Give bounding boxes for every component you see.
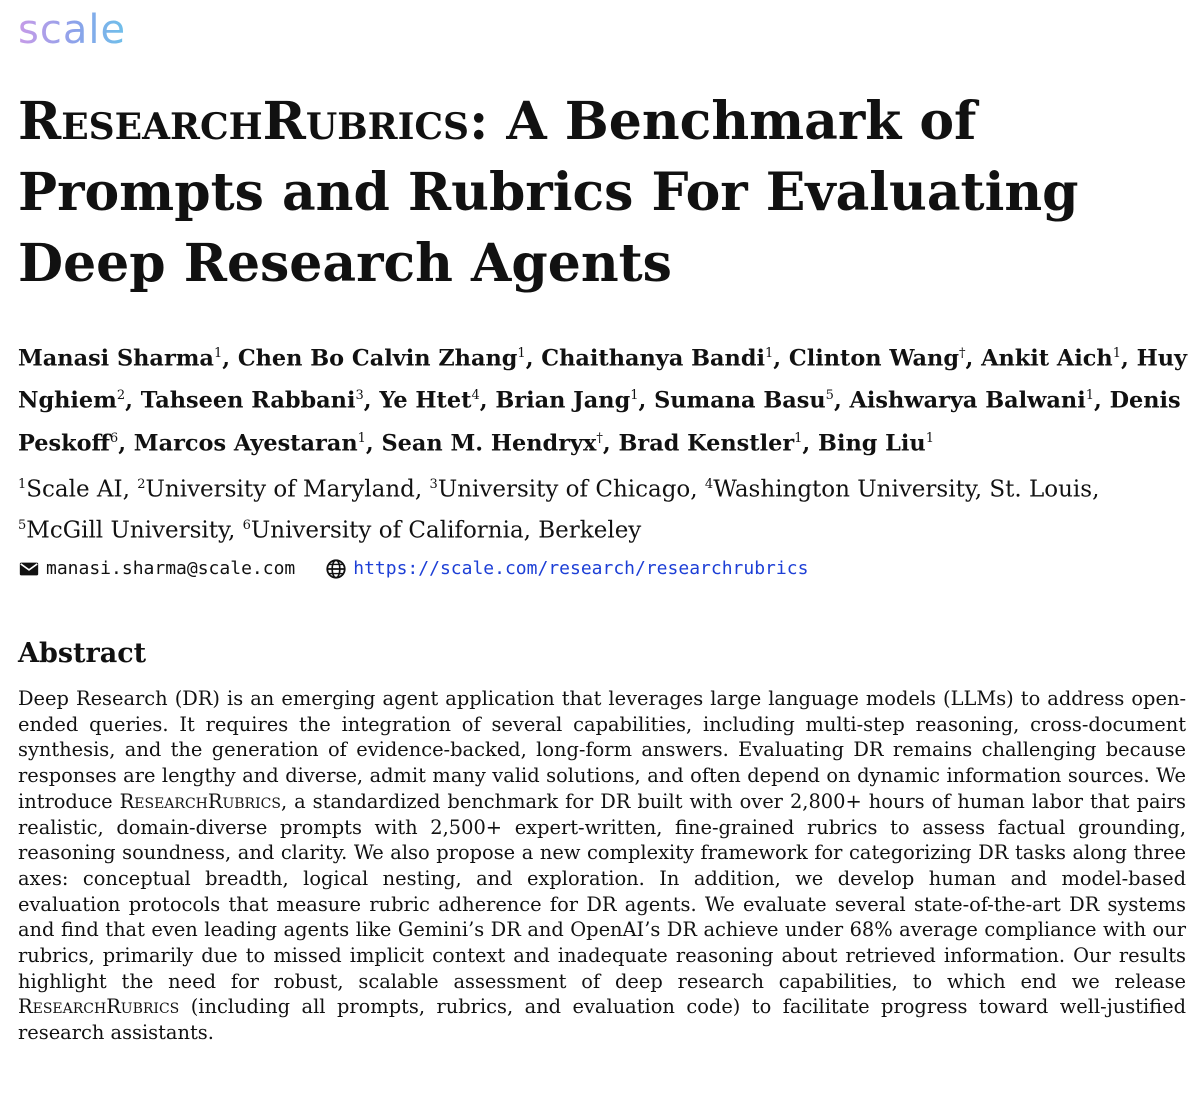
author-affiliation-mark: 6: [109, 430, 119, 446]
author-name: Clinton Wang: [788, 345, 959, 372]
author-name: Bing Liu: [818, 430, 926, 457]
author-list: Manasi Sharma$^1$, Chen Bo Calvin Zhang$^1$, Chaithanya Bandi$^1$, Clinton Wang†, Ankit Aich$^1$, Huy Nghiem$^2$, Tahseen Rabbani$^3$, Ye Htet$^4$, Brian Jang$^1$, Sumana Basu$^5$, Aishwarya Balwani$^1$, Denis Peskoff$^6$, Marcos Ayestaran$^1$, Sean M. Hendryx†, Brad Kenstler$^1$, Bing Liu$^1$: [18, 345, 1188, 457]
author-affiliation-mark: 1: [517, 346, 526, 361]
affiliation-list: $^1$Scale AI, $^2$University of Maryland, $^3$University of Chicago, $^4$Washington University, St. Louis, $^5$McGill University, $^6$University of California, Berkeley: [18, 476, 1100, 544]
author-affiliation-mark: 1: [1085, 388, 1094, 404]
author-affiliation-mark: 1: [925, 430, 934, 446]
abstract-body: [18, 686, 1186, 1046]
author-name: Huy Nghiem: [18, 345, 1188, 414]
author-name: Tahseen Rabbani: [140, 387, 356, 414]
author-affiliation-mark: 1: [630, 388, 639, 404]
author-affiliation-mark: 4: [471, 388, 480, 404]
title-text: : A Benchmark of Prompts and Rubrics For Evaluating Deep Research Agents: [18, 91, 1079, 294]
abstract-text-2: , a standardized benchmark for DR built with over 2,800+ hours of human labor that pairs realistic, domain-diverse prompts with 2,500+ expert-written, fine-grained rubrics to assess factual grounding, reasoning soundness, and clarity. We also propose a new complexity framework for categorizing DR tasks along three axes: conceptual breadth, logical nesting, and exploration. In addition, we develop human and model-based evaluation protocols that measure rubric adherence for DR agents. We evaluate several state-of-the-art DR systems and find that even leading agents like Gemini’s DR and OpenAI’s DR achieve under 68% average compliance with our rubrics, primarily due to missed implicit context and inadequate reasoning about retrieved information. Our results highlight the need for robust, scalable assessment of deep research capabilities, to which end we release: [18, 789, 1187, 993]
affiliation-number: 4: [704, 477, 714, 492]
paper-title: [18, 86, 1188, 299]
author-affiliation-mark: 5: [825, 388, 834, 404]
author-affiliation-mark: †: [958, 346, 966, 361]
affiliation-number: 6: [242, 517, 251, 533]
affiliation-number: 3: [429, 477, 438, 492]
affiliation-name: Scale AI: [26, 476, 123, 503]
abstract-heading: Abstract: [18, 638, 147, 669]
project-url-link[interactable]: https://scale.com/research/researchrubrics: [353, 558, 809, 579]
author-name: Chaithanya Bandi: [541, 345, 765, 372]
affiliation-number: 1: [18, 477, 27, 492]
author-name: Brian Jang: [495, 387, 631, 414]
author-name: Sean M. Hendryx: [381, 430, 597, 457]
author-affiliation-mark: 1: [213, 346, 223, 361]
envelope-icon: [18, 558, 40, 580]
author-name: Sumana Basu: [654, 387, 826, 414]
author-affiliation-mark: 2: [116, 388, 126, 404]
author-affiliation-mark: 3: [355, 388, 364, 404]
globe-icon: [325, 558, 347, 580]
affiliation-name: Washington University, St. Louis: [713, 476, 1093, 503]
abstract-text-3: (including all prompts, rubrics, and evaluation code) to facilitate progress toward well-justified research assistants.: [18, 995, 1186, 1045]
scale-logo: scale: [18, 7, 127, 53]
affiliation-number: 2: [137, 477, 146, 492]
author-name: Chen Bo Calvin Zhang: [237, 345, 518, 372]
author-affiliation-mark: †: [596, 430, 603, 446]
affiliation-name: McGill University: [26, 517, 228, 544]
email-text[interactable]: manasi.sharma@scale.com: [46, 558, 296, 579]
author-name: Marcos Ayestaran: [133, 430, 358, 457]
benchmark-name-inline: ResearchRubrics: [18, 995, 180, 1019]
affiliation-name: University of Maryland: [145, 476, 415, 503]
author-name: Brad Kenstler: [618, 430, 795, 457]
contact-line: [18, 556, 808, 582]
author-name: Ankit Aich: [981, 345, 1113, 372]
affiliation-name: University of California, Berkeley: [250, 517, 642, 544]
affiliation-number: 5: [18, 517, 27, 533]
author-name: Aishwarya Balwani: [849, 387, 1086, 414]
author-affiliation-mark: 1: [794, 430, 803, 446]
author-name: Ye Htet: [379, 387, 472, 414]
author-affiliation-mark: 1: [765, 346, 774, 361]
benchmark-name: ResearchRubrics: [18, 91, 470, 152]
author-name: Denis Peskoff: [18, 387, 1181, 457]
author-affiliation-mark: 1: [357, 430, 366, 446]
affiliation-name: University of Chicago: [437, 476, 691, 503]
author-affiliation-mark: 1: [1112, 346, 1121, 361]
benchmark-name-inline: ResearchRubrics: [119, 789, 281, 813]
abstract-text-1: Deep Research (DR) is an emerging agent application that leverages large language models (LLMs) to address open-ended queries. It requires the integration of several capabilities, including multi-step reasoning, cross-document synthesis, and the generation of evidence-backed, long-form answers. Evaluating DR remains challenging because responses are lengthy and diverse, admit many valid solutions, and often depend on dynamic information sources. We introduce: [18, 687, 1186, 813]
author-name: Manasi Sharma: [18, 345, 214, 372]
